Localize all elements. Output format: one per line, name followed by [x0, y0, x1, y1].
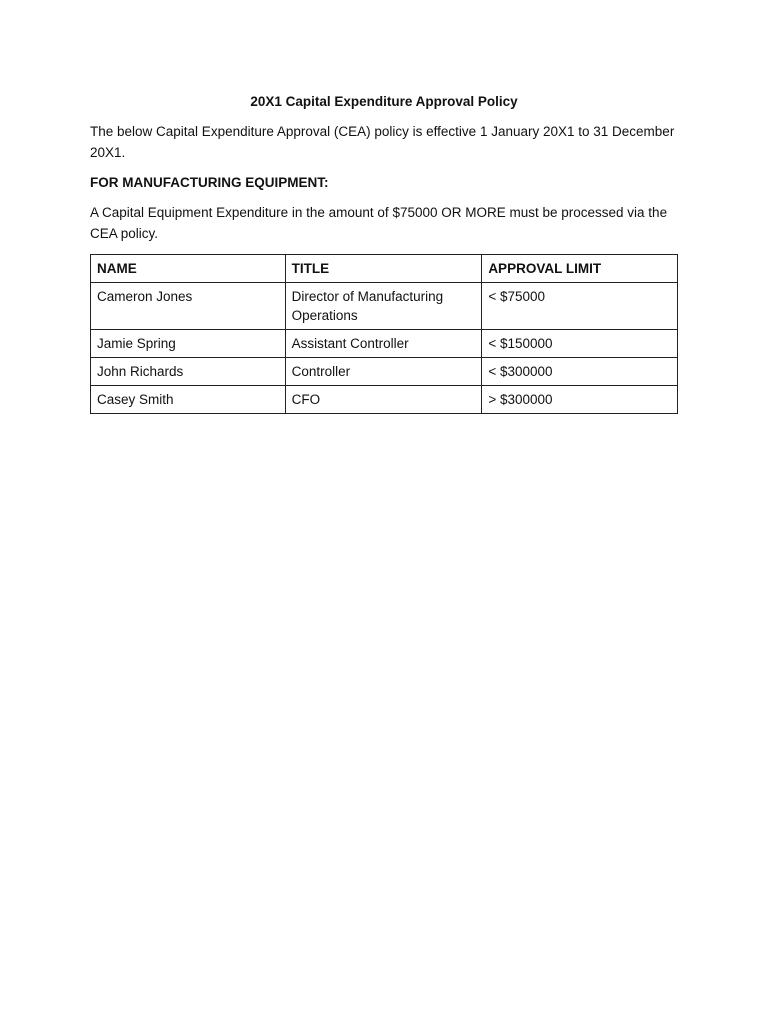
section-heading: FOR MANUFACTURING EQUIPMENT:: [90, 175, 329, 190]
approval-limits-table: [90, 254, 678, 414]
cell-title: Assistant Controller: [285, 330, 482, 358]
cell-title: Director of Manufacturing Operations: [285, 283, 482, 330]
cell-name: Cameron Jones: [91, 283, 286, 330]
cell-approval-limit: > $300000: [482, 386, 678, 414]
document-title: 20X1 Capital Expenditure Approval Policy: [250, 94, 518, 109]
column-header-approval-limit: APPROVAL LIMIT: [482, 255, 678, 283]
cell-approval-limit: < $75000: [482, 283, 678, 330]
column-header-title: TITLE: [285, 255, 482, 283]
table-header-row: [91, 255, 678, 283]
policy-rule-paragraph: A Capital Equipment Expenditure in the amount of $75000 OR MORE must be processed via the CEA policy.: [90, 205, 668, 241]
intro-paragraph: The below Capital Expenditure Approval (CEA) policy is effective 1 January 20X1 to 31 December 20X1.: [90, 124, 675, 160]
cell-approval-limit: < $300000: [482, 358, 678, 386]
table-row: [91, 358, 678, 386]
column-header-name: NAME: [91, 255, 286, 283]
cell-title: CFO: [285, 386, 482, 414]
table-row: [91, 283, 678, 330]
cell-name: Jamie Spring: [91, 330, 286, 358]
cell-name: John Richards: [91, 358, 286, 386]
cell-title: Controller: [285, 358, 482, 386]
document-page: [90, 92, 678, 414]
table-row: [91, 330, 678, 358]
table-row: [91, 386, 678, 414]
cell-name: Casey Smith: [91, 386, 286, 414]
cell-approval-limit: < $150000: [482, 330, 678, 358]
